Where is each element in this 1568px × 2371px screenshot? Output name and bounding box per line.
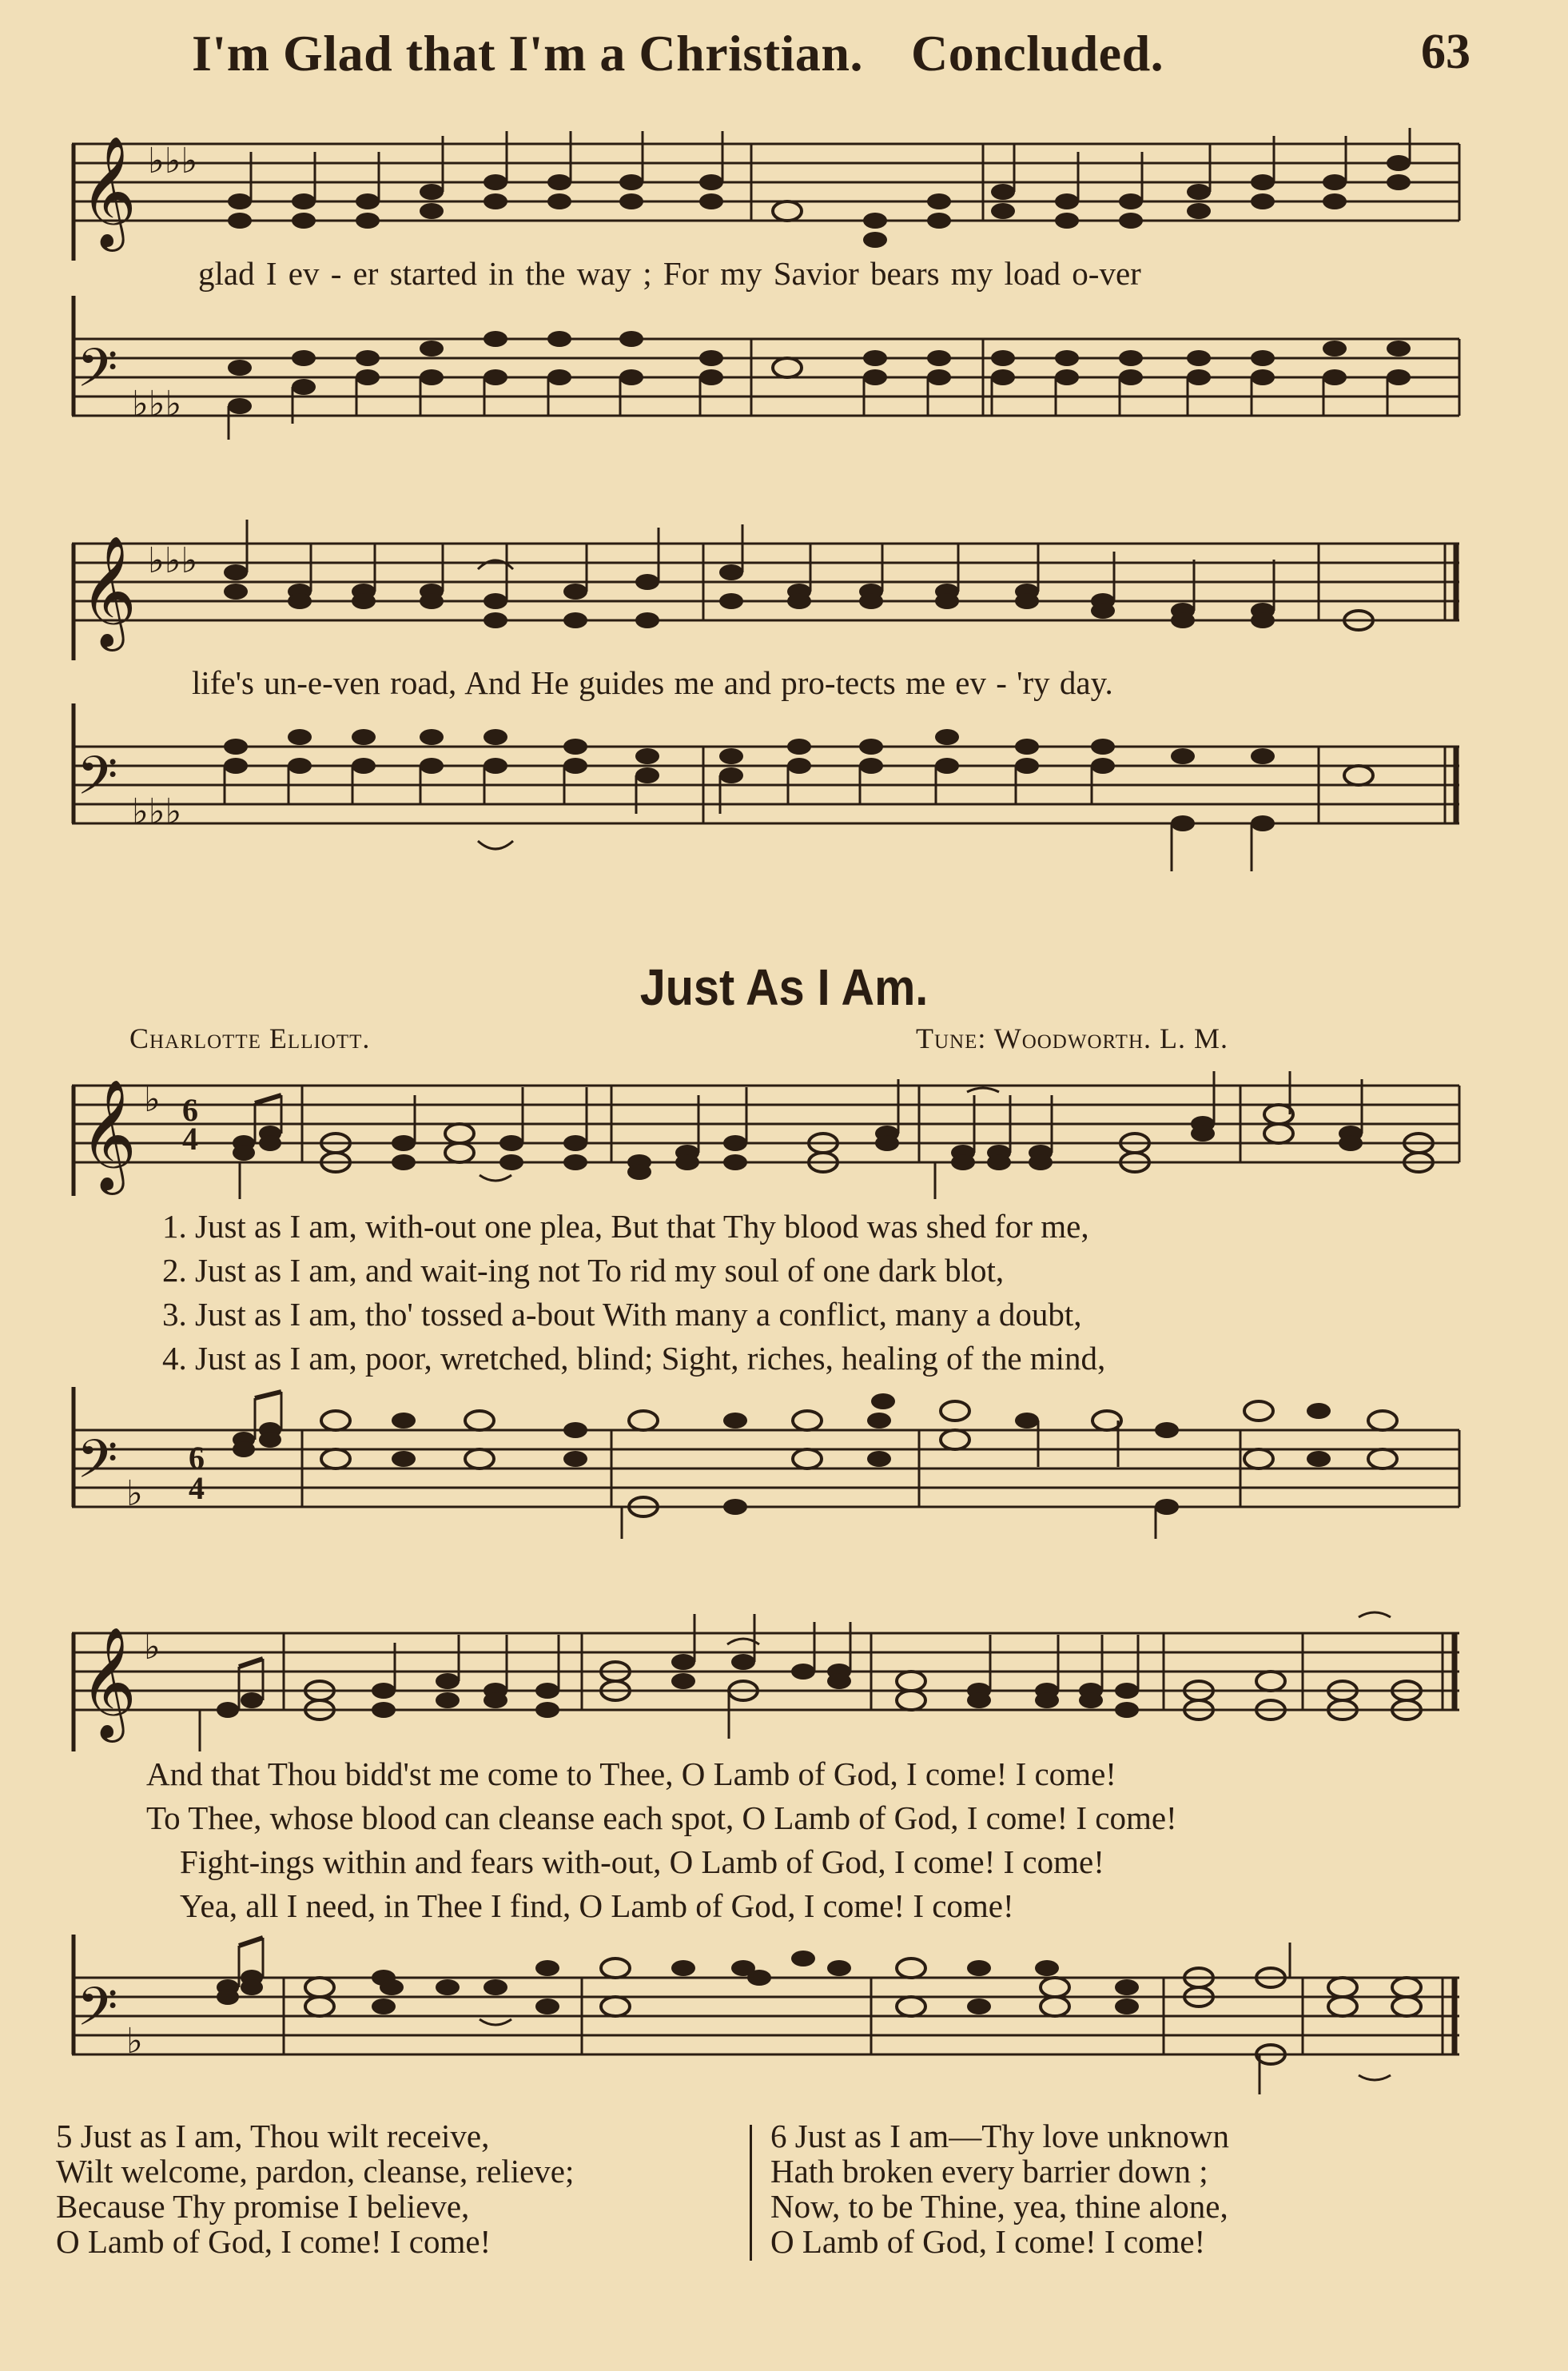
svg-text:♭♭♭: ♭♭♭ (148, 141, 198, 181)
stanza6-line1: 6 Just as I am—Thy love unknown (770, 2118, 1229, 2154)
song1-lyrics-line1: glad I ev - er started in the way ; For my Savior bears my load o-ver (198, 255, 1141, 292)
verse-line-2: 2. Just as I am, and wait-ing not To rid my soul of one dark blot, (162, 1252, 1005, 1289)
svg-text:𝄞: 𝄞 (80, 536, 137, 647)
concluded-label: Concluded. (910, 25, 1164, 82)
song-title-header: I'm Glad that I'm a Christian. (192, 25, 863, 82)
svg-text:♭: ♭ (144, 1628, 161, 1667)
song2-author: Charlotte Elliott. (129, 1022, 371, 1054)
svg-text:♭: ♭ (126, 2022, 143, 2061)
svg-text:4: 4 (189, 1470, 205, 1506)
svg-text:6: 6 (182, 1092, 198, 1128)
verse-line-3: 3. Just as I am, tho' tossed a-bout With many a conflict, many a doubt, (162, 1296, 1082, 1333)
staff-bass-4 (0, 1935, 1568, 2094)
verse-line-4: 4. Just as I am, poor, wretched, blind; Sight, riches, healing of the mind, (162, 1340, 1106, 1377)
song2-tune: Tune: Woodworth. L. M. (916, 1022, 1229, 1054)
svg-text:♭: ♭ (144, 1080, 161, 1119)
verse-b-line-3: Fight-ings within and fears with-out, O Lamb of God, I come! I come! (180, 1843, 1104, 1880)
verse-b-line-2: To Thee, whose blood can cleanse each spot, O Lamb of God, I come! I come! (146, 1799, 1177, 1836)
verse-b-line-1: And that Thou bidd'st me come to Thee, O Lamb of God, I come! I come! (146, 1755, 1116, 1792)
svg-text:𝄞: 𝄞 (80, 1627, 137, 1738)
stanza5-line4: O Lamb of God, I come! I come! (56, 2223, 491, 2260)
stanza-5 (56, 2118, 574, 2259)
stanza-6 (770, 2118, 1229, 2259)
staff-treble-1 (0, 120, 1568, 264)
svg-text:𝄞: 𝄞 (80, 1079, 137, 1190)
svg-text:𝄢: 𝄢 (77, 1976, 118, 2050)
staff-bass-1 (0, 296, 1568, 448)
stanza5-line3: Because Thy promise I believe, (56, 2188, 470, 2225)
staff-treble-4 (0, 1603, 1568, 1755)
staff-treble-3 (0, 1055, 1568, 1199)
staff-treble-2 (0, 520, 1568, 663)
stanza5-line2: Wilt welcome, pardon, cleanse, relieve; (56, 2153, 575, 2190)
svg-text:𝄢: 𝄢 (77, 337, 118, 412)
stanza6-line2: Hath broken every barrier down ; (770, 2153, 1208, 2190)
verse-line-1: 1. Just as I am, with-out one plea, But that Thy blood was shed for me, (162, 1208, 1089, 1245)
staff-bass-2 (0, 703, 1568, 887)
stanza6-line3: Now, to be Thine, yea, thine alone, (770, 2188, 1228, 2225)
svg-text:𝄢: 𝄢 (77, 745, 118, 819)
svg-text:6: 6 (189, 1440, 205, 1476)
svg-text:♭♭♭: ♭♭♭ (132, 385, 182, 424)
svg-text:♭: ♭ (126, 1474, 143, 1513)
svg-text:4: 4 (182, 1121, 198, 1157)
svg-text:♭♭♭: ♭♭♭ (148, 541, 198, 580)
verse-b-line-4: Yea, all I need, in Thee I find, O Lamb of God, I come! I come! (180, 1887, 1014, 1924)
page-header (192, 24, 1470, 83)
stanza6-line4: O Lamb of God, I come! I come! (770, 2223, 1206, 2260)
stanza5-line1: 5 Just as I am, Thou wilt receive, (56, 2118, 490, 2154)
page-number: 63 (1421, 25, 1470, 79)
song1-lyrics-line2: life's un-e-ven road, And He guides me and pro-tects me ev - 'ry day. (192, 664, 1113, 701)
svg-text:𝄞: 𝄞 (80, 136, 137, 247)
staff-bass-3 (0, 1387, 1568, 1539)
stanza-divider (750, 2125, 752, 2261)
svg-text:𝄢: 𝄢 (77, 1429, 118, 1503)
song2-title: Just As I Am. (639, 958, 929, 1016)
svg-text:♭♭♭: ♭♭♭ (132, 792, 182, 831)
